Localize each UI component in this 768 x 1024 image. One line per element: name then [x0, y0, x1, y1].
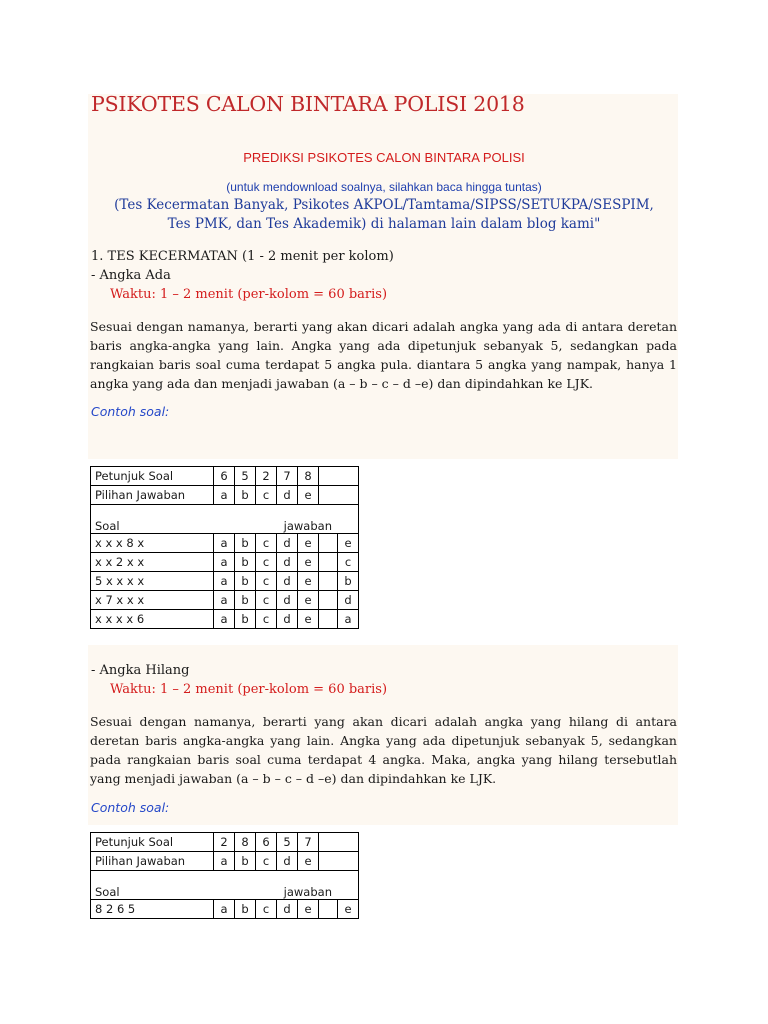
- soal-cell: x 7 x x x: [91, 591, 214, 610]
- spacer-cell: [319, 900, 338, 919]
- choice-cell: c: [256, 572, 277, 591]
- section2-subheading: - Angka Hilang: [91, 663, 190, 678]
- choice-cell: c: [256, 534, 277, 553]
- spacer-cell: [338, 467, 359, 486]
- choice-cell: c: [256, 852, 277, 871]
- choice-cell: c: [256, 486, 277, 505]
- choice-cell: d: [277, 486, 298, 505]
- choice-cell: d: [277, 553, 298, 572]
- section1-time: Waktu: 1 – 2 menit (per-kolom = 60 baris): [110, 287, 388, 302]
- soal-cell: x x x x 6: [91, 610, 214, 629]
- section1-table: [90, 466, 359, 629]
- choice-cell: c: [256, 591, 277, 610]
- answer-cell: e: [338, 534, 359, 553]
- hint-value: 6: [256, 833, 277, 852]
- choice-cell: c: [256, 610, 277, 629]
- choice-cell: a: [214, 610, 235, 629]
- choice-cell: e: [298, 900, 319, 919]
- spacer-cell: [319, 852, 338, 871]
- answer-cell: b: [338, 572, 359, 591]
- section2-example-label: Contoh soal:: [91, 800, 170, 815]
- choice-cell: d: [277, 852, 298, 871]
- section1-subheading: - Angka Ada: [91, 268, 171, 283]
- spacer-cell: [319, 486, 338, 505]
- spacer-cell: [338, 833, 359, 852]
- hint-value: 6: [214, 467, 235, 486]
- choice-cell: e: [298, 534, 319, 553]
- test-list-line2: Tes PMK, dan Tes Akademik) di halaman lain dalam blog kami": [167, 216, 601, 232]
- hint-value: 7: [298, 833, 319, 852]
- section2-table: [90, 832, 359, 919]
- choice-cell: b: [235, 610, 256, 629]
- spacer-cell: [319, 610, 338, 629]
- hint-label: Petunjuk Soal: [91, 833, 214, 852]
- jawaban-label: jawaban: [214, 871, 359, 900]
- table-row: [91, 610, 359, 629]
- choice-cell: c: [256, 900, 277, 919]
- section2-paragraph: Sesuai dengan namanya, berarti yang akan dicari adalah angka yang hilang di antara deretan baris angka-angka yang lain. Angka yang ada dipetunjuk sebanyak 5, sedangkan pada rangkaian baris soal cuma terdapat 4 angka. Maka, angka yang hilang tersebutlah yang menjadi jawaban (a – b – c – d –e) dan dipindahkan ke LJK.: [90, 714, 677, 786]
- soal-cell: 5 x x x x: [91, 572, 214, 591]
- subtitle: PREDIKSI PSIKOTES CALON BINTARA POLISI: [243, 150, 525, 165]
- answer-cell: c: [338, 553, 359, 572]
- spacer-cell: [319, 572, 338, 591]
- choice-cell: b: [235, 900, 256, 919]
- test-list-line1: (Tes Kecermatan Banyak, Psikotes AKPOL/Tamtama/SIPSS/SETUKPA/SESPIM,: [114, 197, 654, 213]
- section1-paragraph: Sesuai dengan namanya, berarti yang akan dicari adalah angka yang ada di antara deretan baris angka-angka yang lain. Angka yang ada dipetunjuk sebanyak 5, sedangkan pada rangkaian baris soal cuma terdapat 5 angka pula. diantara 5 angka yang nampak, hanya 1 angka yang ada dan menjadi jawaban (a – b – c – d –e) dan dipindahkan ke LJK.: [90, 319, 677, 391]
- hint-value: 7: [277, 467, 298, 486]
- choice-cell: b: [235, 852, 256, 871]
- soal-cell: x x x 8 x: [91, 534, 214, 553]
- choice-cell: d: [277, 572, 298, 591]
- spacer-cell: [319, 467, 338, 486]
- choice-cell: e: [298, 486, 319, 505]
- choice-cell: b: [235, 553, 256, 572]
- choice-cell: e: [298, 591, 319, 610]
- hint-label: Petunjuk Soal: [91, 467, 214, 486]
- hint-value: 5: [235, 467, 256, 486]
- choice-cell: c: [256, 553, 277, 572]
- choice-cell: e: [298, 852, 319, 871]
- hint-value: 5: [277, 833, 298, 852]
- choice-cell: b: [235, 486, 256, 505]
- choice-cell: e: [298, 572, 319, 591]
- choice-cell: a: [214, 852, 235, 871]
- answer-cell: a: [338, 610, 359, 629]
- choice-cell: b: [235, 591, 256, 610]
- spacer-cell: [338, 852, 359, 871]
- section1-example-label: Contoh soal:: [91, 404, 170, 419]
- choice-cell: b: [235, 534, 256, 553]
- hint-value: 2: [214, 833, 235, 852]
- table-row: [91, 572, 359, 591]
- hint-value: 2: [256, 467, 277, 486]
- spacer-cell: [338, 486, 359, 505]
- choice-cell: d: [277, 900, 298, 919]
- jawaban-label: jawaban: [214, 505, 359, 534]
- choice-cell: a: [214, 900, 235, 919]
- table-row: [91, 591, 359, 610]
- hint-value: 8: [298, 467, 319, 486]
- answer-cell: d: [338, 591, 359, 610]
- choice-cell: d: [277, 534, 298, 553]
- choice-cell: a: [214, 591, 235, 610]
- hint-value: 8: [235, 833, 256, 852]
- section2-time: Waktu: 1 – 2 menit (per-kolom = 60 baris): [110, 682, 388, 697]
- choice-cell: a: [214, 486, 235, 505]
- choice-cell: e: [298, 553, 319, 572]
- table-row: [91, 900, 359, 919]
- choice-cell: b: [235, 572, 256, 591]
- choice-label: Pilihan Jawaban: [91, 852, 214, 871]
- table-row: [91, 534, 359, 553]
- soal-cell: 8 2 6 5: [91, 900, 214, 919]
- choice-cell: d: [277, 610, 298, 629]
- soal-cell: x x 2 x x: [91, 553, 214, 572]
- spacer-cell: [319, 591, 338, 610]
- spacer-cell: [319, 534, 338, 553]
- soal-label: Soal: [91, 505, 214, 534]
- page-title: PSIKOTES CALON BINTARA POLISI 2018: [91, 92, 525, 116]
- choice-cell: e: [298, 610, 319, 629]
- section1-heading: 1. TES KECERMATAN (1 - 2 menit per kolom): [91, 249, 394, 264]
- choice-cell: a: [214, 553, 235, 572]
- answer-cell: e: [338, 900, 359, 919]
- table-row: [91, 553, 359, 572]
- choice-label: Pilihan Jawaban: [91, 486, 214, 505]
- download-note: (untuk mendownload soalnya, silahkan baca hingga tuntas): [226, 180, 542, 194]
- choice-cell: a: [214, 572, 235, 591]
- soal-label: Soal: [91, 871, 214, 900]
- choice-cell: d: [277, 591, 298, 610]
- spacer-cell: [319, 553, 338, 572]
- spacer-cell: [319, 833, 338, 852]
- choice-cell: a: [214, 534, 235, 553]
